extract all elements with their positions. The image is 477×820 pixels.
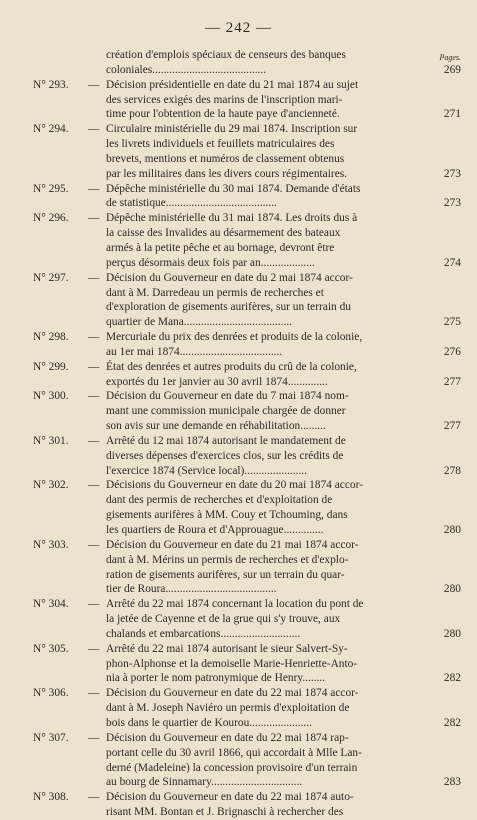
entry-dash: —: [88, 791, 100, 804]
entry: [0, 597, 477, 642]
pages-column-label: Pages.: [439, 53, 461, 62]
entry: [0, 478, 477, 537]
entry-line: portant celle du 30 avril 1866, qui accordait à Mlle Lan-: [106, 746, 362, 759]
entry-line: dant à M. Mérins un permis de recherches et d'explo-: [106, 553, 349, 566]
page-reference: 277: [443, 420, 461, 433]
page-reference: 274: [443, 256, 461, 269]
entry-line: exportés du 1er janvier au 30 avril 1874..............: [106, 375, 328, 388]
page-reference: 282: [443, 672, 461, 685]
entry-dash: —: [88, 182, 100, 195]
entry: [0, 122, 477, 181]
page-reference: 269: [443, 63, 461, 76]
entry-text: [106, 434, 428, 479]
entry: [0, 731, 477, 790]
entry-line: les livrets individuels et feuillets matriculaires des: [106, 138, 335, 151]
page-reference: 277: [443, 375, 461, 388]
entry-line: au bourg de Sinnamary................................: [106, 776, 303, 789]
page-reference: 276: [443, 345, 461, 358]
entry-line: création d'emplois spéciaux de censeurs des banques: [106, 49, 346, 61]
entry-line: Décision du Gouverneur en date du 22 mai 1874 auto-: [106, 791, 354, 804]
entry: [0, 78, 477, 123]
entry-line: mant une commission municipale chargée de donner: [106, 405, 346, 418]
page-number: — 242 —: [205, 20, 272, 36]
entry-line: Décision du Gouverneur en date du 22 mai 1874 accor-: [106, 687, 359, 700]
entry-text: [106, 360, 428, 390]
entry-text: [106, 211, 428, 270]
page-reference: 283: [443, 776, 461, 789]
entry-number: N° 300.: [33, 390, 69, 403]
entry-text: [106, 330, 428, 360]
entry-dash: —: [88, 212, 100, 225]
entry-line: dant des permis de recherches et d'exploitation de: [106, 494, 333, 507]
entry-text: [106, 182, 428, 212]
entry-text: [106, 790, 428, 820]
entry-text: [106, 478, 428, 537]
page-reference: 278: [443, 464, 461, 477]
entry-dash: —: [88, 271, 100, 284]
entry-line: Mercuriale du prix des denrées et produits de la colonie,: [106, 331, 363, 344]
page-reference: 273: [443, 197, 461, 210]
entry: [0, 182, 477, 212]
entry-number: N° 307.: [33, 731, 69, 744]
entry-number: N° 297.: [33, 271, 69, 284]
entry-text: [106, 48, 428, 78]
entry-dash: —: [88, 598, 100, 611]
entry-number: N° 305.: [33, 642, 69, 655]
entry-line: perçus désormais deux fois par an...................: [106, 256, 315, 269]
entry-line: diverses dépenses d'exercices clos, sur les crédits de: [106, 449, 344, 462]
entry: [0, 434, 477, 479]
entry-dash: —: [88, 687, 100, 700]
entry-number: N° 304.: [33, 598, 69, 611]
entry-line: brevets, mentions et numéros de classement obtenus: [106, 152, 345, 165]
entry-dash: —: [88, 390, 100, 403]
entry-line: son avis sur une demande en réhabilitation.........: [106, 420, 326, 433]
entry-line: phon-Alphonse et la demoiselle Marie-Henriette-Anto-: [106, 657, 358, 670]
entry-dash: —: [88, 731, 100, 744]
entry-line: Décision du Gouverneur en date du 7 mai 1874 nom-: [106, 390, 349, 403]
entry-text: [106, 271, 428, 330]
page-reference: 280: [443, 627, 461, 640]
entry-number: N° 302.: [33, 479, 69, 492]
entry-line: la jetée de Cayenne et de la grue qui s'y trouve, aux: [106, 613, 341, 626]
entry-number: N° 295.: [33, 182, 69, 195]
entry-text: [106, 389, 428, 434]
entry-line: de statistique.......................................: [106, 197, 277, 210]
page-reference: 275: [443, 316, 461, 329]
entry-line: Décision du Gouverneur en date du 22 mai 1874 rap-: [106, 731, 349, 744]
entry-line: par les militaires dans les divers cours régimentaires.: [106, 167, 348, 180]
page-reference: 280: [443, 583, 461, 596]
entry-line: tier de Roura.......................................: [106, 583, 277, 596]
entry-dash: —: [88, 78, 100, 91]
entry-line: Dépêche ministérielle du 31 mai 1874. Les droits dus à: [106, 212, 358, 225]
entry: [0, 389, 477, 434]
entry-number: N° 303.: [33, 538, 69, 551]
entry-text: [106, 538, 428, 597]
entry-line: nia à porter le nom patronymique de Henry........: [106, 672, 326, 685]
page-reference: 273: [443, 167, 461, 180]
page-reference: 280: [443, 524, 461, 536]
entry-dash: —: [88, 538, 100, 551]
entry-line: risant MM. Bontan et J. Brignaschi à rechercher des: [106, 806, 344, 819]
entry-line: les quartiers de Roura et d'Approuague..............: [106, 524, 324, 536]
entry-line: Arrêté du 22 mai 1874 concernant la location du pont de: [106, 598, 364, 611]
entry-line: Dépêche ministérielle du 30 mai 1874. Demande d'états: [106, 182, 361, 195]
entry-line: au 1er mai 1874....................................: [106, 345, 283, 358]
entry-line: Décision du Gouverneur en date du 2 mai 1874 accor-: [106, 271, 353, 284]
entry-number: N° 301.: [33, 434, 69, 447]
entry-line: Arrêté du 22 mai 1874 autorisant le sieur Salvert-Sy-: [106, 642, 348, 655]
entry-list: [0, 48, 477, 820]
entry-line: gisements aurifères à MM. Couy et Tchouming, dans: [106, 509, 348, 522]
entry-line: Décisions du Gouverneur en date du 20 mai 1874 accor-: [106, 479, 363, 492]
entry-number: N° 306.: [33, 687, 69, 700]
entry-line: Circulaire ministérielle du 29 mai 1874. Inscription sur: [106, 123, 358, 136]
entry-line: dant à M. Joseph Naviéro un permis d'exploitation de: [106, 702, 350, 715]
page-reference: 282: [443, 716, 461, 729]
entry: [0, 538, 477, 597]
entry-line: Arrêté du 12 mai 1874 autorisant le mandatement de: [106, 434, 346, 447]
entry-line: l'exercice 1874 (Service local)......................: [106, 464, 307, 477]
entry: [0, 271, 477, 330]
entry-line: ration de gisements aurifères, sur un terrain du quar-: [106, 568, 345, 581]
entry-number: N° 296.: [33, 212, 69, 225]
entry-text: [106, 642, 428, 687]
entry-line: time pour l'obtention de la haute paye d'ancienneté.: [106, 108, 340, 121]
entry-number: N° 298.: [33, 331, 69, 344]
entry-dash: —: [88, 479, 100, 492]
entry-line: chalands et embarcations............................: [106, 627, 301, 640]
entry: [0, 211, 477, 270]
entry-text: [106, 686, 428, 731]
entry-number: N° 294.: [33, 123, 69, 136]
entry-text: [106, 78, 428, 123]
entry-dash: —: [88, 642, 100, 655]
entry-line: la caisse des Invalides au désarmement des bateaux: [106, 227, 341, 240]
entry-line: dant à M. Darredeau un permis de recherches et: [106, 286, 324, 299]
entry-line: coloniales........................................: [106, 63, 267, 76]
entry: [0, 48, 477, 78]
entry: [0, 790, 477, 820]
entry: [0, 360, 477, 390]
entry-line: derné (Madeleine) la concession provisoire d'un terrain: [106, 761, 358, 774]
entry-dash: —: [88, 331, 100, 344]
entry-number: N° 299.: [33, 360, 69, 373]
entry-text: [106, 597, 428, 642]
entry-line: d'exploration de gisements aurifères, sur un terrain du: [106, 301, 351, 314]
entry-line: armés à la petite pêche et au bornage, devront être: [106, 241, 335, 254]
entry-line: bois dans le quartier de Kourou......................: [106, 716, 312, 729]
entry-dash: —: [88, 434, 100, 447]
entry-dash: —: [88, 360, 100, 373]
entry-line: quartier de Mana......................................: [106, 316, 293, 329]
entry-text: [106, 731, 428, 790]
entry-number: N° 293.: [33, 78, 69, 91]
entry-line: Décision présidentielle en date du 21 mai 1874 au sujet: [106, 78, 359, 91]
entry: [0, 642, 477, 687]
entry-dash: —: [88, 123, 100, 136]
entry-text: [106, 122, 428, 181]
entry-line: des services exigés des marins de l'inscription mari-: [106, 93, 343, 106]
entry-number: N° 308.: [33, 791, 69, 804]
entry-line: État des denrées et autres produits du crû de la colonie,: [106, 360, 357, 373]
entry-line: Décision du Gouverneur en date du 21 mai 1874 accor-: [106, 538, 359, 551]
entry: [0, 686, 477, 731]
entry: [0, 330, 477, 360]
page-reference: 271: [443, 108, 461, 121]
